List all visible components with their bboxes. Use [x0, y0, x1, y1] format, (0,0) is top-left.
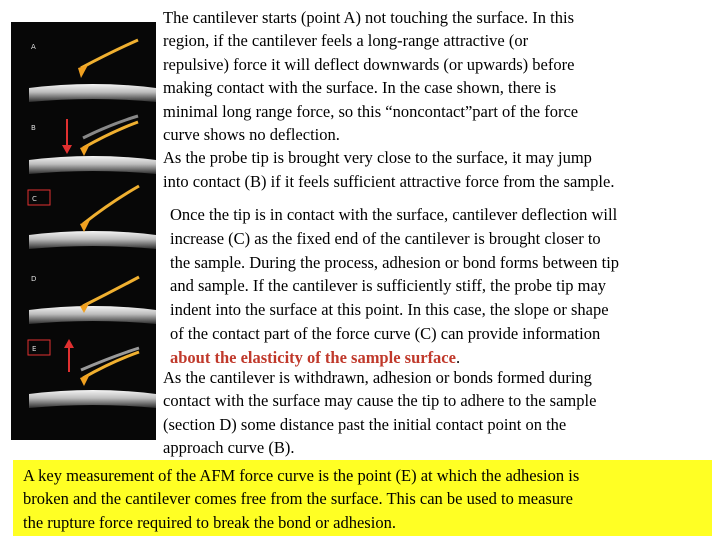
text-line: increase (C) as the fixed end of the cantilever is brought closer to	[170, 228, 601, 248]
figure-label-a: A	[31, 43, 36, 51]
arrowhead-b	[62, 145, 72, 154]
surface-d	[29, 306, 156, 324]
figure-label-e: E	[32, 345, 37, 353]
cantilever-c	[83, 186, 139, 224]
text-line: As the cantilever is withdrawn, adhesion or bonds formed during	[163, 368, 592, 387]
paragraph-withdrawal	[163, 366, 596, 460]
callout-text	[23, 464, 579, 534]
text-line: the rupture force required to break the bond or adhesion.	[23, 512, 396, 532]
text-line: A key measurement of the AFM force curve is the point (E) at which the adhesion is	[23, 466, 580, 485]
highlighted-phrase: about the elasticity of the sample surface	[170, 347, 456, 367]
text-line: Once the tip is in contact with the surface, cantilever deflection will	[170, 205, 618, 224]
paragraph-contact	[170, 203, 619, 370]
text-line: approach curve (B).	[163, 438, 295, 458]
text-line: and sample. If the cantilever is sufficiently stiff, the probe tip may	[170, 276, 607, 296]
text-line: (section D) some distance past the initial contact point on the	[163, 414, 567, 434]
figure-label-c: C	[32, 195, 37, 203]
key-measurement-callout	[13, 460, 712, 536]
surface-e	[29, 390, 156, 408]
surface-b	[29, 156, 156, 174]
text-line: region, if the cantilever feels a long-range attractive (or	[163, 31, 529, 51]
figure-label-b: B	[31, 124, 36, 132]
text-line: The cantilever starts (point A) not touching the surface. In this	[163, 8, 575, 27]
text-line: broken and the cantilever comes free from the surface. This can be used to measure	[23, 489, 573, 509]
text-line: As the probe tip is brought very close to the surface, it may jump	[163, 148, 592, 168]
text-line: curve shows no deflection.	[163, 125, 340, 145]
afm-force-curve-figure	[11, 22, 156, 440]
text-line: minimal long range force, so this “noncontact”part of the force	[163, 101, 579, 121]
text-line: indent into the surface at this point. In this case, the slope or shape	[170, 300, 609, 320]
text-line: into contact (B) if it feels sufficient attractive force from the sample.	[163, 171, 615, 191]
sentence-end: .	[455, 347, 461, 367]
arrowhead-e	[64, 339, 74, 348]
text-line: making contact with the surface. In the case shown, there is	[163, 78, 557, 98]
surface-a	[29, 84, 156, 102]
tip-a	[78, 65, 88, 78]
cantilever-d	[83, 277, 139, 306]
text-line: of the contact part of the force curve (C) can provide information	[170, 323, 601, 343]
paragraph-noncontact-and-jump	[163, 6, 614, 193]
cantilever-a	[81, 40, 138, 68]
text-line: the sample. During the process, adhesion or bond forms between tip	[170, 252, 620, 272]
figure-label-d: D	[31, 275, 37, 283]
figure-drawing	[11, 22, 156, 440]
text-line: repulsive) force it will deflect downwards (or upwards) before	[163, 54, 575, 74]
surface-c	[29, 231, 156, 249]
text-line: contact with the surface may cause the tip to adhere to the sample	[163, 391, 597, 411]
ghost-cantilever-e	[81, 348, 139, 370]
